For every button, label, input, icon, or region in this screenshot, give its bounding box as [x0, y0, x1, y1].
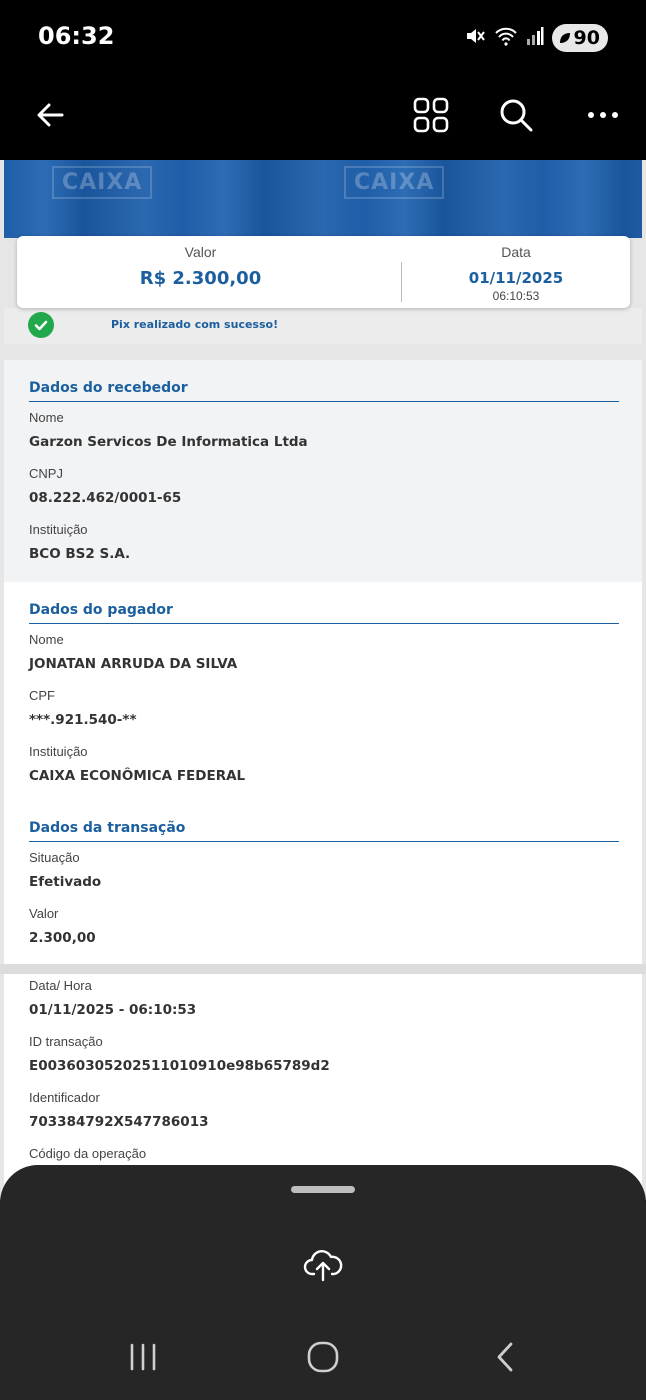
status-bar — [0, 0, 646, 75]
recebedor-title: Dados do recebedor — [29, 380, 619, 402]
summary-time: 06:10:53 — [492, 289, 540, 303]
recebedor-section — [4, 360, 642, 582]
mute-icon — [464, 25, 486, 52]
pagador-cpf: ***.921.540-** — [29, 712, 137, 728]
receipt-content[interactable] — [0, 160, 646, 1200]
summary-card — [17, 236, 630, 308]
transacao-title: Dados da transação — [29, 820, 619, 842]
recebedor-cnpj: 08.222.462/0001-65 — [29, 490, 182, 506]
more-icon[interactable] — [575, 87, 631, 143]
check-icon — [28, 312, 54, 338]
summary-valor — [17, 244, 384, 289]
recebedor-inst: BCO BS2 S.A. — [29, 546, 131, 562]
pagador-nome-label: Nome — [29, 632, 64, 647]
system-nav-bar — [0, 1320, 646, 1400]
summary-data — [402, 244, 630, 303]
success-banner — [4, 308, 642, 344]
caixa-logo-watermark: CAIXA — [344, 166, 444, 199]
battery-icon — [552, 24, 608, 52]
back-arrow-icon[interactable] — [22, 87, 78, 143]
summary-valor-amount: R$ 2.300,00 — [139, 268, 262, 289]
app-bar — [0, 75, 646, 160]
transacao-ident: 703384792X547786013 — [29, 1114, 209, 1130]
transacao-ident-label: Identificador — [29, 1090, 100, 1105]
pagador-cpf-label: CPF — [29, 688, 55, 703]
pagador-title: Dados do pagador — [29, 602, 619, 624]
back-icon[interactable] — [475, 1334, 535, 1380]
wifi-icon — [494, 25, 518, 52]
recebedor-cnpj-label: CNPJ — [29, 466, 63, 481]
battery-level: 90 — [573, 27, 600, 49]
transacao-situacao-label: Situação — [29, 850, 80, 865]
summary-valor-label: Valor — [184, 244, 217, 260]
caixa-logo-watermark: CAIXA — [52, 166, 152, 199]
summary-data-label: Data — [501, 244, 531, 260]
search-icon[interactable] — [488, 87, 544, 143]
hero-banner — [4, 160, 642, 238]
transacao-datahora-label: Data/ Hora — [29, 978, 92, 993]
pagador-inst-label: Instituição — [29, 744, 88, 759]
transacao-datahora: 01/11/2025 - 06:10:53 — [29, 1002, 197, 1018]
pagador-nome: JONATAN ARRUDA DA SILVA — [29, 656, 238, 672]
transacao-valor: 2.300,00 — [29, 930, 96, 946]
recebedor-nome: Garzon Servicos De Informatica Ltda — [29, 434, 308, 450]
page-break — [0, 964, 646, 974]
grid-icon[interactable] — [403, 87, 459, 143]
cloud-upload-icon[interactable] — [300, 1245, 346, 1285]
transacao-codigo-label: Código da operação — [29, 1146, 147, 1161]
pagador-section — [4, 582, 642, 964]
sheet-drag-handle[interactable] — [291, 1186, 355, 1193]
status-time: 06:32 — [38, 22, 115, 50]
recebedor-inst-label: Instituição — [29, 522, 88, 537]
signal-icon — [526, 26, 544, 51]
transacao-situacao: Efetivado — [29, 874, 102, 890]
recent-apps-icon[interactable] — [113, 1334, 173, 1380]
pagador-inst: CAIXA ECONÔMICA FEDERAL — [29, 768, 246, 784]
success-message: Pix realizado com sucesso! — [111, 318, 279, 331]
transacao-id-label: ID transação — [29, 1034, 103, 1049]
status-icons — [464, 24, 608, 52]
transacao-id: E00360305202511010910e98b65789d2 — [29, 1058, 330, 1074]
transacao-valor-label: Valor — [29, 906, 59, 921]
summary-date: 01/11/2025 — [468, 269, 564, 287]
recebedor-nome-label: Nome — [29, 410, 64, 425]
home-icon[interactable] — [293, 1334, 353, 1380]
